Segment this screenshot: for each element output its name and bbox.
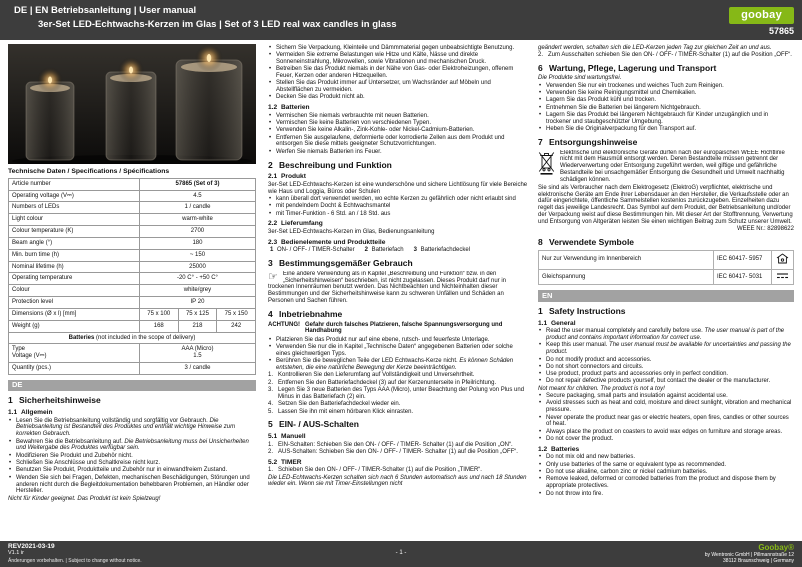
bullet-list <box>538 454 794 497</box>
language-bar: EN <box>538 290 794 302</box>
paragraph: 3er-Set LED-Echtwachs-Kerzen ist eine wunderschöne und sichere Lichtlösung für viele Bereiche wie Haus und Loggia, Büros oder Schulen <box>268 181 528 195</box>
bullet-list <box>538 328 794 385</box>
spec-value: warm-white <box>139 214 255 226</box>
icon-paragraph-text: Eine andere Verwendung als in Kapitel „Beschreibung und Funktion“ bzw. in den „Sicherheitshinweisen“ beschrieben, ist nicht zugelassen. Dieses Produkt darf nur in trockenen Innenräumen benutzt werden. Das Nichtbeachten und Nichteinhalten dieser Bestimmungen und der Sicherheitshinweise kann zu schweren Unfällen und Schäden an Personen und Sachen führen. <box>268 270 506 305</box>
section-number: 1 <box>538 305 543 316</box>
paragraph: Nicht für Kinder geeignet. Das Produkt ist kein Spielzeug! <box>8 495 161 502</box>
footer-revision-block <box>8 543 142 565</box>
bullet-item: • Only use batteries of the same or equivalent type as recommended. <box>538 462 794 469</box>
spec-row <box>9 214 256 226</box>
subsection-title: Bedienelemente und Produktteile <box>281 238 386 246</box>
subsection-heading <box>268 433 528 441</box>
bullet-item: • Benutzen Sie Produkt, Produktteile und Zubehör nur in einwandfreiem Zustand. <box>8 467 256 474</box>
step-text: Kontrollieren Sie den Lieferumfang auf Vollständigkeit und Unversehrtheit. <box>278 372 475 379</box>
spec-value-triple <box>139 308 255 320</box>
subsection-title: Batteries <box>551 445 580 453</box>
bullet-item: • Entnehmen Sie die Batterien bei längerem Nichtgebrauch. <box>538 105 794 112</box>
subsection-heading <box>8 409 256 417</box>
step-text: Legen Sie 3 neue Batterien des Typs AAA (Micro), unter Beachtung der Polung von Plus und Minus in das Batteriefach (2) ein. <box>278 387 525 400</box>
subsection-number: 5.2 <box>268 458 278 466</box>
symbols-table <box>538 250 794 286</box>
spec-batteries-word: Batteries <box>68 334 95 341</box>
manufacturer-address-line1: by Wentronic GmbH | Pillmannstraße 12 <box>704 552 794 558</box>
spec-value-triple <box>139 320 255 332</box>
bullet-item: • Avoid stresses such as heat and cold, moisture and direct sunlight, vibration and mechanical pressure. <box>538 400 794 414</box>
symbol-iec-code: IEC 60417- 5957 <box>714 250 772 269</box>
bullet-item: • Verwenden Sie keine Alkalin-, Zink-Kohle- oder Nickel-Cadmium-Batterien. <box>268 127 528 134</box>
section-title: Bestimmungsgemäßer Gebrauch <box>279 258 413 269</box>
bullet-item: • Do not short connectors and circuits. <box>538 364 794 371</box>
subsection-title: Batterien <box>281 104 310 112</box>
symbol-icon-cell <box>772 250 794 269</box>
spec-label: Article number <box>9 178 140 190</box>
version-label: V1.1 ir <box>8 550 24 556</box>
step-number: 3. <box>268 387 274 394</box>
spec-value: white/grey <box>139 285 255 297</box>
bullet-item: • Remove leaked, deformed or corroded batteries from the product and dispose them by appropriate protectives. <box>538 476 794 490</box>
section-number: 2 <box>268 159 273 170</box>
spec-label: Dimensions (Ø x l) [mm] <box>9 308 140 320</box>
subsection-heading <box>268 239 528 247</box>
subsection-title: Produkt <box>281 173 306 181</box>
subsection-title: Lieferumfang <box>281 220 323 228</box>
bullet-item: • Lesen Sie die Betriebsanleitung vollständig und sorgfältig vor Gebrauch. Die Betriebsanleitung ist Bestandteil des Produktes und enthält wichtige Hinweise zum korrekten Gebrauch. <box>8 418 256 438</box>
subsection-title: General <box>551 319 576 327</box>
spec-label: Numbers of LEDs <box>9 202 140 214</box>
bullet-item: • Vermischen Sie keine Batterien von verschiedenen Typen. <box>268 120 528 127</box>
italic-note: Es können Schäden entstehen, die eine natürliche Bewegung der Kerze beeinträchtigen. <box>276 358 514 372</box>
spec-table <box>8 178 256 375</box>
header-titles <box>14 5 397 40</box>
italic-note: The user manual is part of the product and contains important information for correct use. <box>546 328 785 342</box>
spec-label: Operating voltage (V⎓) <box>9 190 140 202</box>
spec-label: Operating temperature <box>9 273 140 285</box>
warning-text <box>268 322 528 336</box>
icon-paragraph-text: Elektrische und elektronische Geräte dürfen nach der europäischen WEEE Richtlinie nicht mit dem Hausmüll entsorgt werden. Deren Bestandteile müssen getrennt der Wiederverwertung oder Entsorgung zugeführt werden, weil giftige und gefährliche Bestandteile bei unsachgemäßer Entsorgung die Gesundheit und Umwelt nachhaltig schädigen können. <box>560 149 785 183</box>
subsection-heading <box>538 320 794 328</box>
step-item <box>268 449 528 456</box>
de-safety-section <box>8 380 256 503</box>
symbol-icon-cell <box>772 269 794 285</box>
bullet-list <box>538 393 794 443</box>
subsection-number: 2.3 <box>268 238 278 246</box>
section-number: 3 <box>268 258 273 269</box>
section-heading <box>538 238 794 248</box>
section-heading <box>538 64 794 74</box>
subsection-heading <box>268 173 528 181</box>
spec-value: 4.5 <box>139 190 255 202</box>
spec-row <box>9 273 256 285</box>
section-title: Inbetriebnahme <box>279 308 343 319</box>
spec-label: Weight (g) <box>9 320 140 332</box>
bullet-item: • Betreiben Sie das Produkt niemals in der Nähe von Gas- oder Elektroheizungen, offenem Feuer, Kerzen oder anderen Hitzequellen. <box>268 66 528 80</box>
bullet-item: • kann überall dort verwendet werden, wo echte Kerzen zu gefährlich oder nicht erlaubt sind <box>268 196 528 203</box>
section-number: 4 <box>268 308 273 319</box>
section-number: 1 <box>8 395 13 406</box>
subsection-number: 1.2 <box>268 104 278 112</box>
bullet-item: • Use product, product parts and accessories only in perfect condition. <box>538 371 794 378</box>
section-number: 6 <box>538 62 543 73</box>
italic-note: Die Betriebsanleitung ist Bestandteil des Produktes und enthält wichtige Hinweise zum korrekten Gebrauch. <box>16 417 236 438</box>
subsection-number: 1.2 <box>538 445 548 453</box>
spec-value: IP 20 <box>139 297 255 309</box>
bullet-item: • Platzieren Sie das Produkt nur auf eine ebene, rutsch- und feuerfeste Unterlage. <box>268 337 528 344</box>
numbered-list <box>268 442 528 456</box>
spec-value: 2700 <box>139 226 255 238</box>
bullet-item: • mit pendelndem Docht & Echtwachsmantel <box>268 203 528 210</box>
step-number: 2. <box>268 379 274 386</box>
bullet-item: • Stellen Sie das Produkt immer auf Untersetzer, um Wachsränder auf Möbeln und Abstellflächen zu vermeiden. <box>268 80 528 94</box>
paragraph: WEEE Nr.: 82898622 <box>736 226 794 233</box>
bullet-list <box>538 83 794 133</box>
column-right <box>538 44 794 539</box>
step-item <box>268 387 528 401</box>
section-title: Sicherheitshinweise <box>19 395 101 406</box>
spec-label: Beam angle (°) <box>9 237 140 249</box>
spec-value: 57865 (Set of 3) <box>139 178 255 190</box>
subsection-number: 1.1 <box>538 319 548 327</box>
language-bar: DE <box>8 380 256 392</box>
spec-row <box>9 261 256 273</box>
italic-note: The user manual must be available for uncertainties and passing the product. <box>546 342 791 356</box>
bullet-list <box>268 113 528 156</box>
step-item <box>268 372 528 379</box>
step-item <box>268 401 528 408</box>
warning-message: Gefahr durch falsches Platzieren, falsche Spannungsversorgung und Handhabung <box>305 321 503 335</box>
goobay-logo-text: goobay <box>741 9 782 21</box>
bullet-item: • Do not use alkaline, carbon zinc or nickel cadmium batteries. <box>538 469 794 476</box>
bullet-item: • Verwenden Sie keine Reinigungsmittel und Chemikalien. <box>538 90 794 97</box>
spec-value: ~ 150 <box>139 249 255 261</box>
bullet-item: • Do not throw into fire. <box>538 491 794 498</box>
symbol-description: Nur zur Verwendung im Innenbereich <box>539 250 714 269</box>
section-title: Beschreibung und Funktion <box>279 159 392 170</box>
spec-row <box>9 308 256 320</box>
section-heading <box>268 310 528 320</box>
step-number: 4. <box>268 401 274 408</box>
spec-label: Quantity (pcs.) <box>9 362 140 374</box>
subsection-heading <box>268 220 528 228</box>
step-number: 2. <box>538 51 544 58</box>
spec-value: 168 <box>153 322 164 329</box>
indoor-use-icon <box>776 260 789 266</box>
icon-paragraph <box>538 150 794 184</box>
step-item <box>268 409 528 416</box>
bullet-list <box>268 196 528 217</box>
spec-value: 75 x 100 <box>147 310 171 317</box>
part-number: 1 <box>270 247 274 254</box>
bullet-item: • Vermischen Sie niemals verbrauchte mit neuen Batterien. <box>268 113 528 120</box>
bullet-item: • Keep this user manual. The user manual must be available for uncertainties and passing the product. <box>538 342 794 356</box>
spec-row <box>9 202 256 214</box>
spec-row <box>9 190 256 202</box>
paragraph: Not meant for children. The product is not a toy! <box>538 385 665 392</box>
paragraph: 3er-Set LED-Echtwachs-Kerzen im Glas, Bedienungsanleitung <box>268 228 435 235</box>
spec-value: 75 x 150 <box>216 309 255 320</box>
section-heading <box>268 259 528 269</box>
italic-note: Die Betriebsanleitung muss bei Unsicherheiten und Weitergabe des Produktes verfügbar sein. <box>16 438 249 452</box>
subsection-number: 1.1 <box>8 409 18 417</box>
footer-brand-block <box>705 543 794 565</box>
spec-label: Light colour <box>9 214 140 226</box>
spec-row <box>9 249 256 261</box>
bullet-item: • Decken Sie das Produkt nicht ab. <box>268 94 528 101</box>
warning-keyword: ACHTUNG! <box>268 321 300 328</box>
spec-row <box>9 237 256 249</box>
section-heading <box>538 307 794 317</box>
bullet-item: • Bewahren Sie die Betriebsanleitung auf. Die Betriebsanleitung muss bei Unsicherheiten und Weitergabe des Produktes verfügbar sein. <box>8 439 256 453</box>
numbered-list <box>268 467 528 474</box>
bullet-item: • Modifizieren Sie Produkt und Zubehör nicht. <box>8 453 256 460</box>
step-number: 1. <box>268 372 274 379</box>
product-photo <box>8 44 256 164</box>
bullet-item: • Secure packaging, small parts and insulation against accidental use. <box>538 393 794 400</box>
bullet-item: • Do not repair defective products yourself, but contact the dealer or the manufacturer. <box>538 378 794 385</box>
symbol-description: Gleichspannung <box>539 269 714 285</box>
bullet-item: • Do not cover the product. <box>538 436 794 443</box>
step-text: Lassen Sie ihn mit einem hörbaren Klick einrasten. <box>278 408 414 415</box>
bullet-item: • Lagern Sie das Produkt kühl und trocken. <box>538 97 794 104</box>
subsection-number: 5.1 <box>268 433 278 441</box>
step-item <box>268 442 528 449</box>
spec-row <box>9 226 256 238</box>
product-parts-line <box>270 247 528 254</box>
spec-row <box>9 320 256 332</box>
subsection-heading <box>268 104 528 112</box>
bullet-item: • Verwenden Sie nur die in Kapitel „Technische Daten“ angegebenen Batterien oder solche eines gleichwertigen Typs. <box>268 344 528 358</box>
spec-batteries-header: Batteries (not included in the scope of delivery) <box>9 332 256 344</box>
subsection-heading <box>538 446 794 454</box>
bullet-item: • Do not modify product and accessories. <box>538 357 794 364</box>
section-heading <box>268 420 528 430</box>
spec-label: Type Voltage (V⎓) <box>9 344 140 363</box>
section-heading <box>8 396 256 406</box>
subsection-title: Manuell <box>281 433 306 441</box>
step-number: 1. <box>268 467 274 474</box>
step-number: 5. <box>268 408 274 415</box>
column-middle <box>268 44 528 539</box>
symbols-row <box>539 269 794 285</box>
subsection-number: 2.2 <box>268 220 278 228</box>
bullet-list <box>8 418 256 496</box>
bullet-item: • Schließen Sie Anschlüsse und Schaltkreise nicht kurz. <box>8 460 256 467</box>
section-title: Wartung, Pflege, Lagerung und Transport <box>549 62 717 73</box>
step-text: AUS-Schalten: Schieben Sie den ON- / OFF- / TIMER- Schalter (1) auf die Position „OFF“. <box>278 448 518 455</box>
icon-paragraph <box>268 271 528 305</box>
bullet-item: • Vermeiden Sie extreme Belastungen wie Hitze und Kälte, Nässe und direkte Sonneneinstrahlung, Mikrowellen, sowie Vibrationen und mechanischen Druck. <box>268 52 528 66</box>
step-item <box>268 467 528 474</box>
part-number: 2 <box>364 247 368 254</box>
candle-large <box>176 44 242 160</box>
spec-label: Nominal lifetime (h) <box>9 261 140 273</box>
section-number: 8 <box>538 237 543 248</box>
spec-value: 218 <box>178 321 217 332</box>
step-text: Setzen Sie den Batteriefachdeckel wieder ein. <box>278 401 401 408</box>
section-number: 7 <box>538 136 543 147</box>
bullet-item: • Always place the product on coasters to avoid wax edges on furniture and storage areas. <box>538 429 794 436</box>
bullet-item: • Read the user manual completely and carefully before use. The user manual is part of the product and contains important information for correct use. <box>538 328 794 342</box>
spec-value: 3 / candle <box>139 362 255 374</box>
direct-current-icon <box>776 276 789 282</box>
spec-row <box>9 332 256 344</box>
part-label: ON- / OFF- / TIMER-Schalter <box>275 247 355 254</box>
step-text: Schieben Sie den ON- / OFF- / TIMER-Schalter (1) auf die Position „TIMER“. <box>278 467 482 474</box>
spec-row <box>9 297 256 309</box>
paragraph: Die LED-Echtwachs-Kerzen schalten sich nach 6 Stunden automatisch aus und nach 18 Stunden wieder ein. Wenn sie mit Timer-Einstellungen nicht <box>268 474 527 488</box>
spec-row <box>9 285 256 297</box>
subsection-title: Allgemein <box>21 409 53 417</box>
bullet-item: • Verwenden Sie nur ein trockenes und weiches Tuch zum Reinigen. <box>538 83 794 90</box>
spec-value: -20 C° - +50 C° <box>139 273 255 285</box>
pointing-hand-icon: ☞ <box>268 270 278 283</box>
spec-value: 180 <box>139 237 255 249</box>
step-text: EIN-Schalten: Schieben Sie den ON- / OFF- / TIMER- Schalter (1) auf die Position „ON“. <box>278 441 513 448</box>
paragraph: geändert werden, schalten sich die LED-Kerzen jeden Tag zur gleichen Zeit an und aus. <box>538 44 772 51</box>
step-text: Zum Ausschalten schieben Sie den ON- / OFF- / TIMER-Schalter (1) auf die Position „OFF“. <box>548 51 792 58</box>
spec-table-title: Technische Daten / Specifications / Spécifications <box>8 168 170 175</box>
section-title: Safety Instructions <box>549 305 626 316</box>
section-number: 5 <box>268 419 273 430</box>
header-bar <box>0 0 802 40</box>
page-number: - 1 - <box>395 550 407 556</box>
spec-row <box>9 178 256 190</box>
section-heading <box>268 161 528 171</box>
footer-brand: Goobay® <box>758 543 794 552</box>
bullet-item: • Entfernen Sie ausgelaufene, deformierte oder korrodierte Zellen aus dem Produkt und entsorgen Sie diese mittels geeigneter Schutzvorrichtungen. <box>268 135 528 149</box>
header-brand-block <box>729 5 794 40</box>
bullet-item: • Berühren Sie die beweglichen Teile der LED Echtwachs-Kerze nicht. Es können Schäden entstehen, die eine natürliche Bewegung der Kerze beeinträchtigen. <box>268 358 528 372</box>
paragraph: Die Produkte sind wartungsfrei. <box>538 75 622 82</box>
subsection-title: TIMER <box>281 458 302 466</box>
part-label: Batteriefachdeckel <box>418 247 470 254</box>
step-text: Entfernen Sie den Batteriefachdeckel (3) auf der Kerzenunterseite in Pfeilrichtung. <box>278 379 497 386</box>
candle-medium <box>106 57 156 160</box>
spec-value: AAA (Micro) 1.5 <box>139 344 255 363</box>
spec-value: 75 x 125 <box>178 309 217 320</box>
bullet-item: • mit Timer-Funktion - 6 Std. an / 18 Std. aus <box>268 211 528 218</box>
section-title: Verwendete Symbole <box>549 237 635 248</box>
bullet-list <box>268 337 528 372</box>
manufacturer-address-line2: 38112 Braunschweig | Germany <box>723 558 794 565</box>
article-number: 57865 <box>768 26 794 36</box>
document-type-title: DE | EN Betriebsanleitung | User manual <box>14 5 197 16</box>
spec-label: Min. burn time (h) <box>9 249 140 261</box>
bullet-list <box>268 45 528 102</box>
spec-row <box>9 362 256 374</box>
section-heading <box>538 138 794 148</box>
step-item <box>268 380 528 387</box>
numbered-list <box>268 372 528 415</box>
part-label: Batteriefach <box>369 247 404 254</box>
bullet-item: • Lagern Sie das Produkt bei längerem Nichtgebrauch für Kinder unzugänglich und in trockener und staubgeschützter Umgebung. <box>538 112 794 126</box>
product-title: 3er-Set LED-Echtwachs-Kerzen im Glas | Set of 3 LED real wax candles in glass <box>38 19 397 30</box>
section-title: EIN- / AUS-Schalten <box>279 419 359 430</box>
footer-bar <box>0 541 802 567</box>
step-item <box>538 52 794 59</box>
step-number: 1. <box>268 441 274 448</box>
change-notice: Änderungen vorbehalten. | Subject to change without notice. <box>8 557 142 564</box>
spec-label: Protection level <box>9 297 140 309</box>
section-title: Entsorgungshinweise <box>549 136 638 147</box>
bullet-item: • Do not mix old and new batteries. <box>538 454 794 461</box>
revision-label: REV2021-03-19 <box>8 543 55 550</box>
bullet-item: • Werfen Sie niemals Batterien ins Feuer. <box>268 149 528 156</box>
bullet-item: • Sichern Sie Verpackung, Kleinteile und Dämmmaterial gegen unbeabsichtigte Benutzung. <box>268 45 528 52</box>
bullet-item: • Wenden Sie sich bei Fragen, Defekten, mechanischen Beschädigungen, Störungen und anderen nicht durch die Begleitdokumentation behebbaren Problemen, an Händler oder Hersteller. <box>8 475 256 495</box>
subsection-number: 2.1 <box>268 173 278 181</box>
symbols-row <box>539 250 794 269</box>
paragraph: Sie sind als Verbraucher nach dem Elektrogesetz (ElektroG) verpflichtet, elektrische und elektronische Geräte am Ende ihrer Lebensdauer an den Hersteller, die Verkaufsstelle oder an dafür eingerichtete, öffentliche Sammelstellen kostenlos zurückzugeben. Einzelheiten dazu regelt das jeweilige Landesrecht. Das Symbol auf dem Produkt, der Betriebsanleitung und/oder der Verpackung weist auf diese Bestimmungen hin. Mit dieser Art der Stofftrennung, Verwertung und Entsorgung von Altgeräten leisten Sie einen wichtigen Beitrag zum Schutz unserer Umwelt. <box>538 184 793 225</box>
spec-label: Colour <box>9 285 140 297</box>
candles-illustration <box>8 44 256 164</box>
goobay-logo <box>729 7 794 24</box>
spec-row <box>9 344 256 363</box>
spec-value: 25000 <box>139 261 255 273</box>
subsection-heading <box>268 459 528 467</box>
step-number: 2. <box>268 448 274 455</box>
symbol-iec-code: IEC 60417- 5031 <box>714 269 772 285</box>
column-left <box>8 44 256 539</box>
spec-value: 1 / candle <box>139 202 255 214</box>
numbered-list <box>538 52 794 59</box>
spec-label: Colour temperature (K) <box>9 226 140 238</box>
spec-value: 242 <box>216 321 255 332</box>
bullet-item: • Heben Sie die Originalverpackung für den Transport auf. <box>538 126 794 133</box>
weee-crossed-bin-icon <box>538 151 555 178</box>
part-number: 3 <box>413 247 417 254</box>
bullet-item: • Never operate the product near gas or electric heaters, open fires, candles or other sources of heat. <box>538 415 794 429</box>
